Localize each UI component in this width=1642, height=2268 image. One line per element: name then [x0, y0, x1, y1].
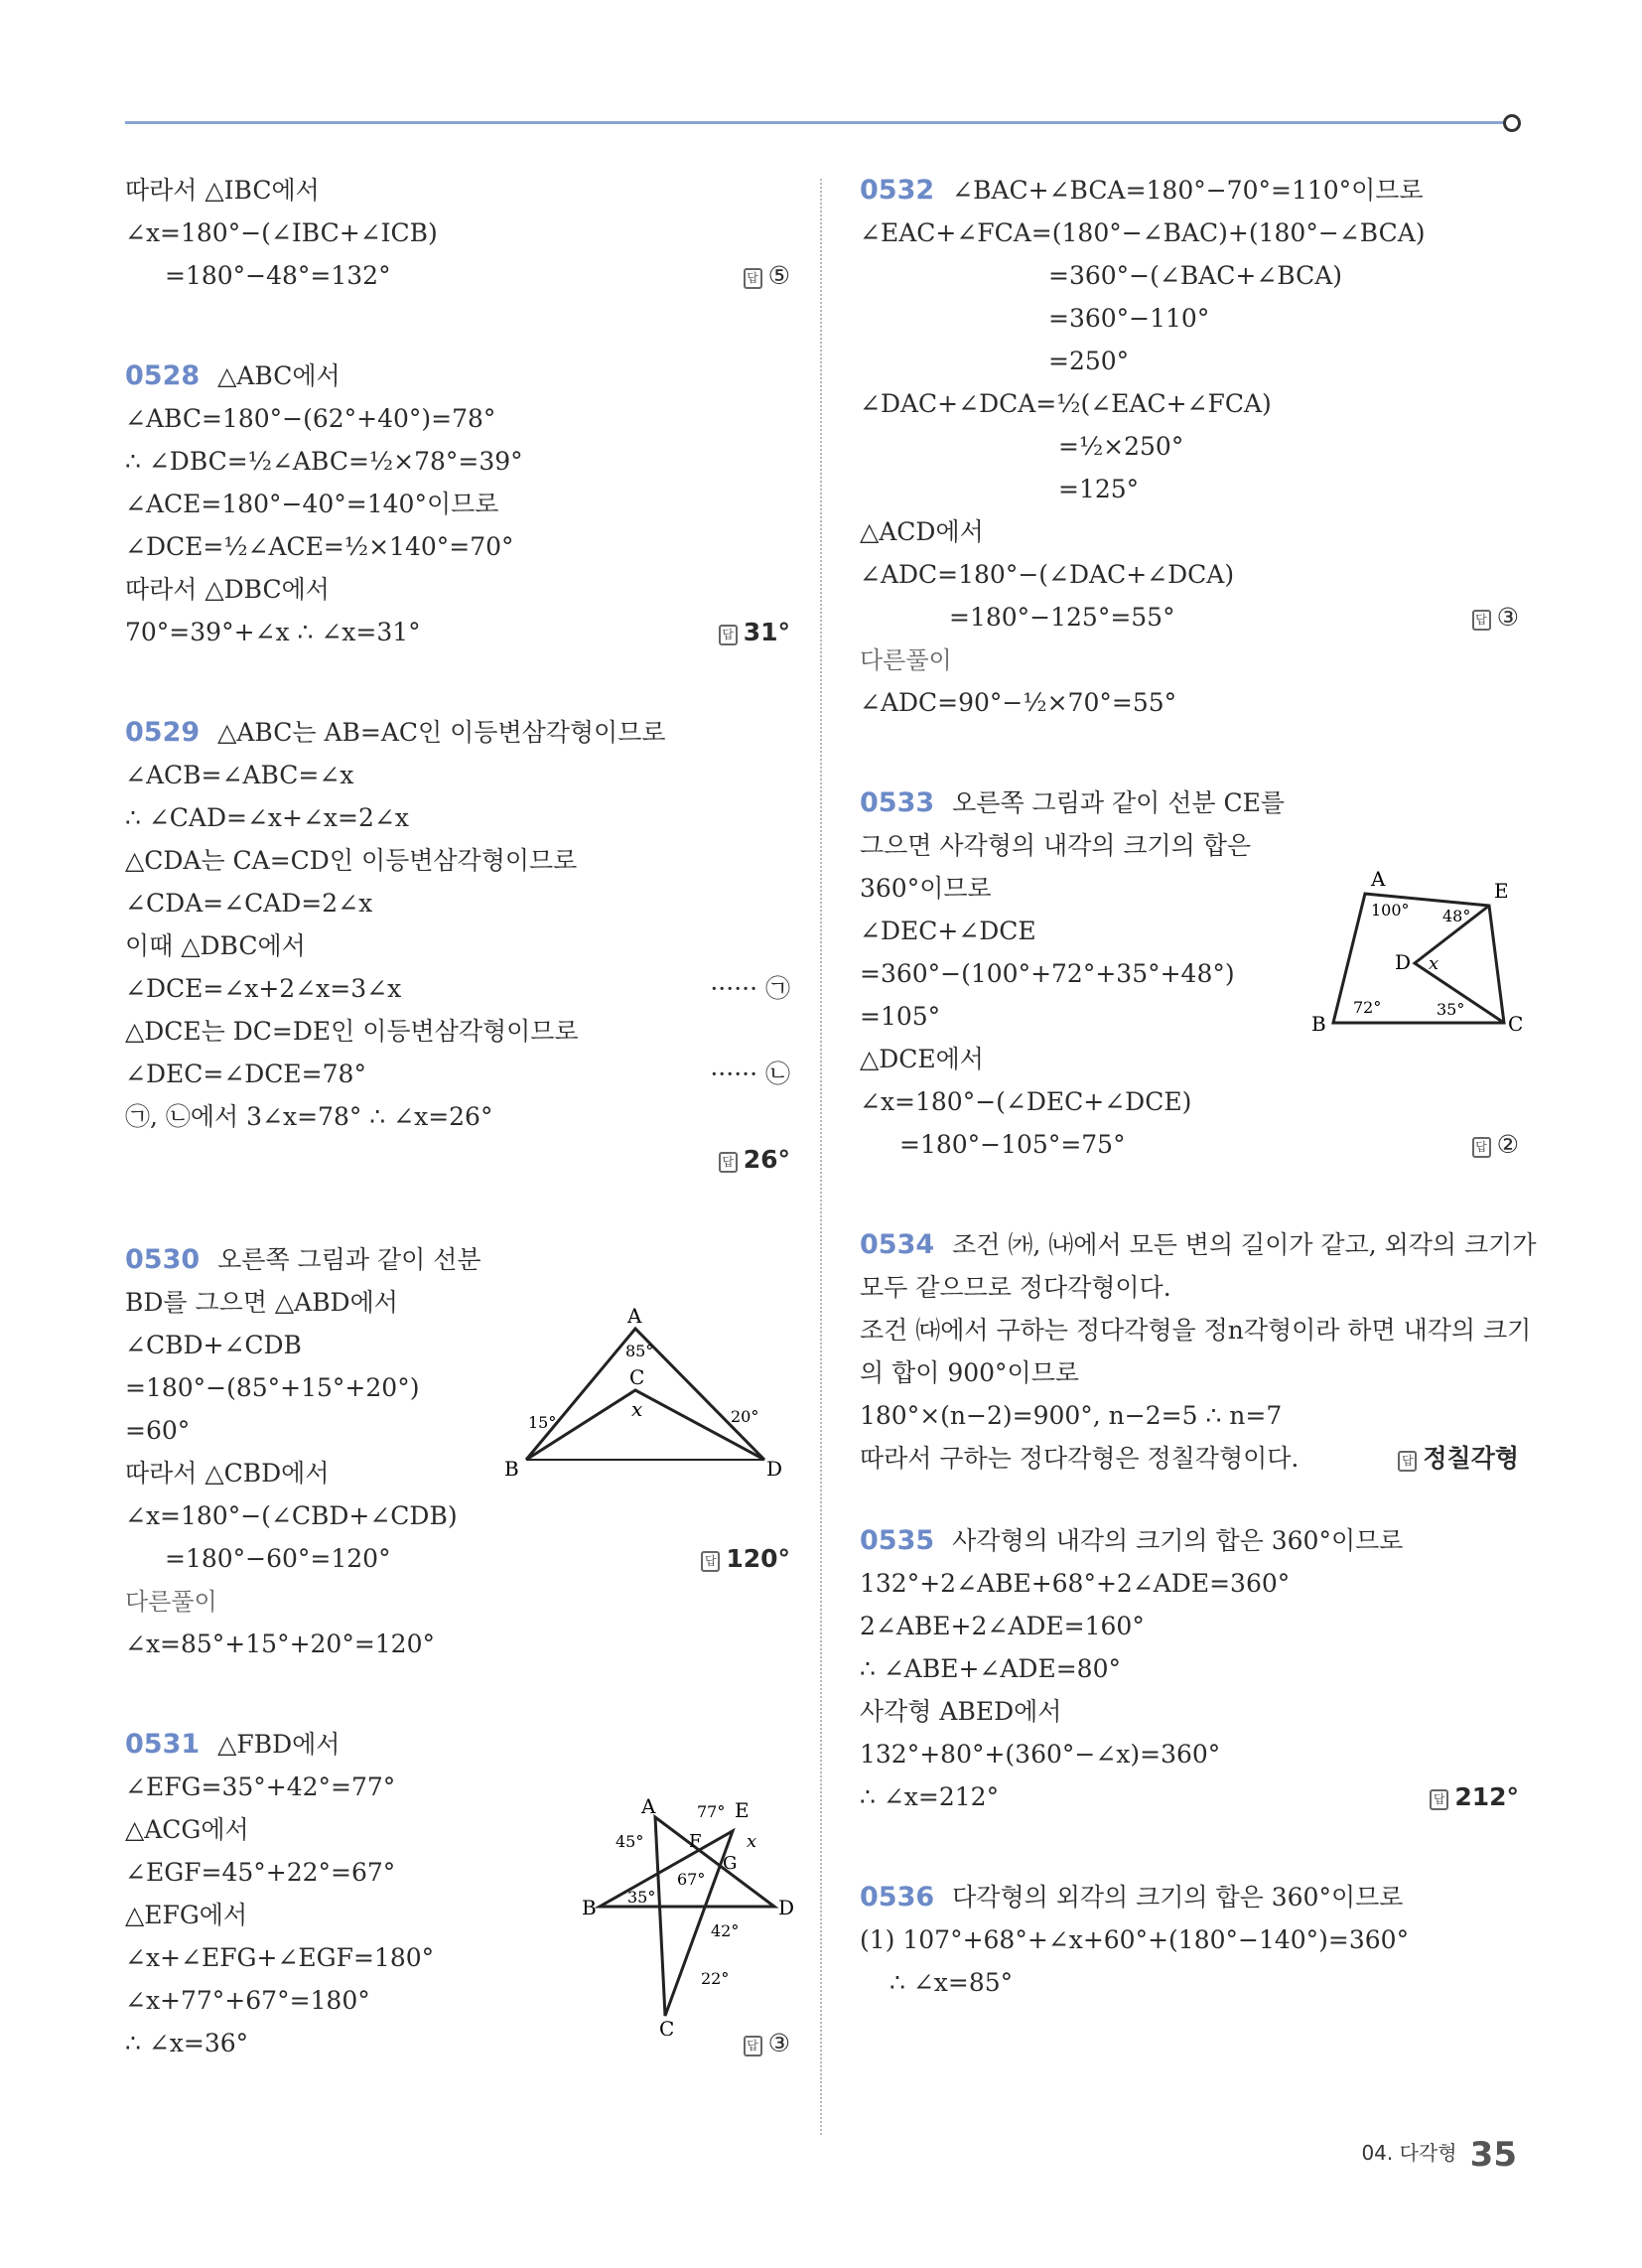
line-text: =60° — [125, 1416, 191, 1445]
problem-number: 0536 — [860, 1882, 935, 1913]
solution-line — [125, 839, 790, 882]
fig0531-label: D — [778, 1896, 795, 1919]
solution-line — [125, 1723, 790, 1766]
answer-icon: 답 — [744, 2036, 762, 2056]
solution-line — [860, 1080, 1519, 1123]
solution-line — [125, 1537, 790, 1580]
line-text: △FBD에서 — [217, 1730, 341, 1759]
solution-line — [860, 1961, 1519, 2004]
fig0531-label: 77° — [697, 1802, 726, 1821]
answer-value: ③ — [767, 2029, 790, 2057]
line-text: ∴ ∠x=85° — [889, 1968, 1014, 1997]
fig0530-label: 20° — [731, 1407, 759, 1426]
line-text: ∠x+∠EFG+∠EGF=180° — [125, 1943, 435, 1972]
solution-line — [860, 1038, 1519, 1080]
line-text: =360°−(∠BAC+∠BCA) — [1048, 261, 1343, 290]
solution-line — [125, 1095, 790, 1138]
problem-number: 0534 — [860, 1229, 935, 1260]
solution-line — [860, 781, 1519, 824]
answer-value: ⑤ — [767, 261, 790, 290]
answer — [719, 611, 790, 653]
answer-value: 31° — [743, 618, 790, 646]
fig0530-label: B — [504, 1457, 519, 1480]
answer-icon: 답 — [719, 1152, 738, 1173]
line-text: ∠BAC+∠BCA=180°−70°=110°이므로 — [952, 176, 1424, 205]
solution-line — [125, 1494, 790, 1537]
equation-marker: ······ ㉡ — [710, 1060, 790, 1088]
answer-value: ③ — [1496, 603, 1519, 632]
left-column — [125, 169, 790, 2064]
solution-line — [860, 1437, 1519, 1480]
right-column — [860, 169, 1537, 2004]
fig0530-label: x — [631, 1397, 643, 1421]
solution-line — [860, 1775, 1519, 1818]
line-text: 사각형의 내각의 크기의 합은 360°이므로 — [952, 1526, 1404, 1555]
answer-value: ② — [1496, 1130, 1519, 1159]
fig0533-label: 100° — [1371, 901, 1410, 920]
fig0530-label: 15° — [528, 1413, 557, 1432]
solution-line — [125, 1238, 790, 1281]
solution-line — [860, 169, 1519, 212]
line-text: 그으면 사각형의 내각의 크기의 합은 — [860, 831, 1252, 860]
line-text: 이때 △DBC에서 — [125, 931, 306, 960]
fig0533-label: B — [1311, 1012, 1326, 1036]
solution-line — [125, 882, 790, 924]
line-text: 모두 같으므로 정다각형이다. — [860, 1273, 1171, 1302]
fig0533-label: A — [1371, 867, 1386, 891]
fig0531-label: 45° — [616, 1832, 644, 1851]
answer — [1398, 1437, 1519, 1480]
answer-value: 212° — [1454, 1782, 1519, 1811]
solution-line — [125, 924, 790, 967]
solution-line — [860, 596, 1519, 638]
answer-value: 26° — [743, 1145, 790, 1174]
line-text: △EFG에서 — [125, 1901, 248, 1929]
line-text: ∠x+77°+67°=180° — [125, 1986, 370, 2015]
solution-line — [125, 711, 790, 754]
answer — [1472, 596, 1519, 638]
solution-line — [860, 1309, 1532, 1351]
problem-number: 0535 — [860, 1525, 935, 1556]
solution-line — [125, 1010, 790, 1053]
fig0531-label: 22° — [701, 1969, 730, 1988]
line-text: (1) 107°+68°+∠x+60°+(180°−140°)=360° — [860, 1925, 1410, 1954]
solution-line — [860, 1223, 1537, 1266]
line-text: ∠DAC+∠DCA=½(∠EAC+∠FCA) — [860, 389, 1272, 418]
line-text: △DCE에서 — [860, 1045, 984, 1073]
problem-0534 — [860, 1223, 1537, 1480]
solution-line — [125, 354, 790, 397]
solution-line — [860, 425, 1519, 468]
line-text: =180°−(85°+15°+20°) — [125, 1373, 420, 1402]
solution-line — [860, 1647, 1519, 1690]
page-number: 35 — [1469, 2135, 1517, 2175]
line-text: △CDA는 CA=CD인 이등변삼각형이므로 — [125, 846, 578, 875]
fig0533-label: 35° — [1437, 1000, 1465, 1019]
line-text: ∠ABC=180°−(62°+40°)=78° — [125, 404, 496, 433]
solution-line — [125, 212, 790, 254]
fig0533-label: C — [1508, 1012, 1524, 1036]
fig0531-label: F — [689, 1831, 702, 1852]
answer-value: 120° — [726, 1544, 790, 1573]
fig0533-label: 72° — [1353, 998, 1382, 1017]
equation-marker: ······ ㉠ — [710, 974, 790, 1003]
line-text: ∠CBD+∠CDB — [125, 1331, 302, 1359]
chapter-label: 04. 다각형 — [1361, 2141, 1457, 2165]
solution-line — [125, 440, 790, 483]
line-text: ∠x=85°+15°+20°=120° — [125, 1630, 435, 1658]
solution-line — [860, 212, 1519, 254]
fig0533-label: x — [1429, 953, 1439, 974]
header-rule — [125, 121, 1515, 124]
problem-0535 — [860, 1519, 1519, 1818]
solution-line — [125, 967, 790, 1010]
line-text: 의 합이 900°이므로 — [860, 1358, 1080, 1387]
line-text: =360°−(100°+72°+35°+48°) — [860, 959, 1235, 988]
answer-icon: 답 — [1398, 1451, 1417, 1472]
line-text: =180°−48°=132° — [165, 261, 391, 290]
fig0533-label: E — [1494, 879, 1509, 903]
problem-0529 — [125, 711, 790, 1181]
line-text: =105° — [860, 1002, 941, 1031]
solution-line — [860, 681, 1519, 724]
solution-line — [860, 1562, 1519, 1605]
line-text: △ACG에서 — [125, 1815, 249, 1844]
line-text: ∴ ∠DBC=½∠ABC=½×78°=39° — [125, 447, 523, 476]
line-text: ∠x=180°−(∠DEC+∠DCE) — [860, 1087, 1192, 1116]
line-text: =250° — [1048, 347, 1130, 375]
line-text: 따라서 △CBD에서 — [125, 1459, 330, 1488]
solution-line — [860, 1918, 1519, 1961]
solution-line — [860, 297, 1519, 340]
line-text: ∠EGF=45°+22°=67° — [125, 1858, 396, 1887]
answer-icon: 답 — [744, 268, 762, 289]
solution-line — [125, 1053, 790, 1095]
fig0530-label: C — [629, 1365, 645, 1389]
figure-0530 — [496, 1301, 794, 1480]
line-text: 따라서 구하는 정다각형은 정칠각형이다. — [860, 1444, 1300, 1473]
answer-icon: 답 — [1472, 610, 1491, 631]
line-text: 조건 ㈎, ㈏에서 모든 변의 길이가 같고, 외각의 크기가 — [952, 1230, 1537, 1259]
header-rule-dot — [1503, 114, 1521, 132]
answer — [719, 1138, 790, 1181]
solution-line — [125, 169, 790, 212]
line-text: ∠DEC+∠DCE — [860, 917, 1036, 945]
line-text: △DCE는 DC=DE인 이등변삼각형이므로 — [125, 1017, 579, 1046]
fig0530-label: D — [766, 1457, 783, 1480]
line-text: 360°이므로 — [860, 874, 992, 903]
fig0533-label: D — [1395, 950, 1412, 974]
fig0531-label: B — [582, 1896, 597, 1919]
line-text: 따라서 △IBC에서 — [125, 176, 320, 205]
line-text: ∴ ∠x=36° — [125, 2029, 249, 2057]
solution-line — [125, 1138, 790, 1181]
answer — [701, 1537, 790, 1580]
fig0531-label: 67° — [677, 1870, 706, 1889]
figure-0533 — [1305, 864, 1524, 1043]
line-text: ∠ACE=180°−40°=140°이므로 — [125, 490, 499, 518]
answer — [1430, 1775, 1519, 1818]
answer-icon: 답 — [701, 1551, 720, 1572]
answer-value: 정칠각형 — [1423, 1444, 1519, 1473]
line-text: 132°+80°+(360°−∠x)=360° — [860, 1740, 1221, 1769]
solution-line — [860, 1690, 1519, 1733]
solution-line — [125, 754, 790, 796]
line-text: ∴ ∠ABE+∠ADE=80° — [860, 1654, 1121, 1683]
fig0531-label: 35° — [627, 1888, 656, 1907]
line-text: ∠ADC=90°−½×70°=55° — [860, 688, 1177, 717]
line-text: △ABC에서 — [217, 361, 341, 390]
line-text: =½×250° — [1058, 432, 1184, 461]
solution-line — [860, 1123, 1519, 1166]
solution-line — [860, 1351, 1519, 1394]
solution-line — [125, 1580, 790, 1623]
solution-line — [860, 553, 1519, 596]
fig0531-label: E — [735, 1798, 750, 1822]
line-text: ∴ ∠CAD=∠x+∠x=2∠x — [125, 803, 409, 832]
column-divider — [820, 179, 822, 2135]
line-text: ∠ADC=180°−(∠DAC+∠DCA) — [860, 560, 1235, 589]
line-text: ∠EAC+∠FCA=(180°−∠BAC)+(180°−∠BCA) — [860, 218, 1426, 247]
problem-number: 0530 — [125, 1244, 201, 1275]
answer — [744, 254, 790, 297]
solution-line — [860, 1266, 1519, 1309]
solution-line — [125, 525, 790, 568]
solution-line — [860, 638, 1519, 681]
answer-icon: 답 — [719, 625, 738, 645]
line-text: 다각형의 외각의 크기의 합은 360°이므로 — [952, 1883, 1404, 1912]
solution-line — [860, 340, 1519, 382]
page-footer — [1361, 2135, 1517, 2175]
fig0531-label: G — [723, 1853, 738, 1874]
line-text: 오른쪽 그림과 같이 선분 CE를 — [952, 788, 1285, 817]
fig0531-label: x — [747, 1831, 757, 1852]
alt-solution-label: 다른풀이 — [125, 1588, 217, 1616]
line-text: =180°−60°=120° — [165, 1544, 391, 1573]
line-text: 따라서 △DBC에서 — [125, 575, 330, 604]
line-text: ∴ ∠x=212° — [860, 1782, 1000, 1811]
line-text: 70°=39°+∠x ∴ ∠x=31° — [125, 618, 421, 646]
solution-line — [860, 1876, 1519, 1918]
solution-line — [860, 254, 1519, 297]
solution-line — [860, 1605, 1519, 1647]
line-text: =125° — [1058, 475, 1140, 503]
fig0531-label: 42° — [711, 1921, 740, 1940]
figure-0531 — [576, 1787, 804, 2036]
solution-line — [125, 397, 790, 440]
fig0531-label: C — [659, 2017, 675, 2036]
line-text: △ACD에서 — [860, 517, 984, 546]
problem-cont — [125, 169, 790, 297]
solution-line — [125, 568, 790, 611]
solution-line — [125, 1623, 790, 1665]
problem-number: 0531 — [125, 1729, 201, 1760]
line-text: ∠x=180°−(∠CBD+∠CDB) — [125, 1501, 458, 1530]
line-text: ∠DCE=½∠ACE=½×140°=70° — [125, 532, 514, 561]
solution-line — [125, 796, 790, 839]
line-text: ∠EFG=35°+42°=77° — [125, 1772, 396, 1801]
line-text: =360°−110° — [1048, 304, 1210, 333]
line-text: ∠CDA=∠CAD=2∠x — [125, 889, 373, 918]
problem-0536 — [860, 1876, 1519, 2004]
problem-0528 — [125, 354, 790, 653]
fig0531-label: A — [641, 1794, 656, 1818]
solution-line — [860, 382, 1519, 425]
line-text: 2∠ABE+2∠ADE=160° — [860, 1612, 1145, 1640]
solution-line — [125, 254, 790, 297]
solution-line — [125, 611, 790, 653]
solution-line — [860, 510, 1519, 553]
line-text: ∠ACB=∠ABC=∠x — [125, 761, 354, 789]
line-text: 132°+2∠ABE+68°+2∠ADE=360° — [860, 1569, 1291, 1598]
problem-number: 0529 — [125, 717, 201, 748]
line-text: 180°×(n−2)=900°, n−2=5 ∴ n=7 — [860, 1401, 1283, 1430]
line-text: △ABC는 AB=AC인 이등변삼각형이므로 — [217, 718, 666, 747]
alt-solution-label: 다른풀이 — [860, 646, 952, 674]
fig0530-label: 85° — [625, 1342, 654, 1360]
line-text: BD를 그으면 △ABD에서 — [125, 1288, 398, 1317]
answer-icon: 답 — [1472, 1137, 1491, 1158]
answer-icon: 답 — [1430, 1789, 1448, 1810]
solution-line — [860, 1519, 1519, 1562]
problem-0532 — [860, 169, 1519, 724]
solution-line — [860, 1394, 1519, 1437]
line-text: 조건 ㈐에서 구하는 정다각형을 정n각형이라 하면 내각의 크기 — [860, 1316, 1532, 1345]
solution-line — [860, 1733, 1519, 1775]
problem-number: 0533 — [860, 787, 935, 818]
solution-line — [860, 824, 1519, 867]
answer — [1472, 1123, 1519, 1166]
solution-line — [860, 468, 1519, 510]
line-text: ㉠, ㉡에서 3∠x=78° ∴ ∠x=26° — [125, 1102, 493, 1131]
line-text: ∠DCE=∠x+2∠x=3∠x — [125, 974, 402, 1003]
fig0530-label: A — [627, 1304, 642, 1328]
fig0533-label: 48° — [1442, 907, 1471, 925]
line-text: =180°−105°=75° — [899, 1130, 1126, 1159]
line-text: 오른쪽 그림과 같이 선분 — [217, 1245, 481, 1274]
line-text: 사각형 ABED에서 — [860, 1697, 1062, 1726]
line-text: ∠DEC=∠DCE=78° — [125, 1060, 366, 1088]
line-text: ∠x=180°−(∠IBC+∠ICB) — [125, 218, 438, 247]
solution-line — [125, 483, 790, 525]
line-text: =180°−125°=55° — [949, 603, 1175, 632]
problem-number: 0532 — [860, 175, 935, 206]
problem-number: 0528 — [125, 360, 201, 391]
